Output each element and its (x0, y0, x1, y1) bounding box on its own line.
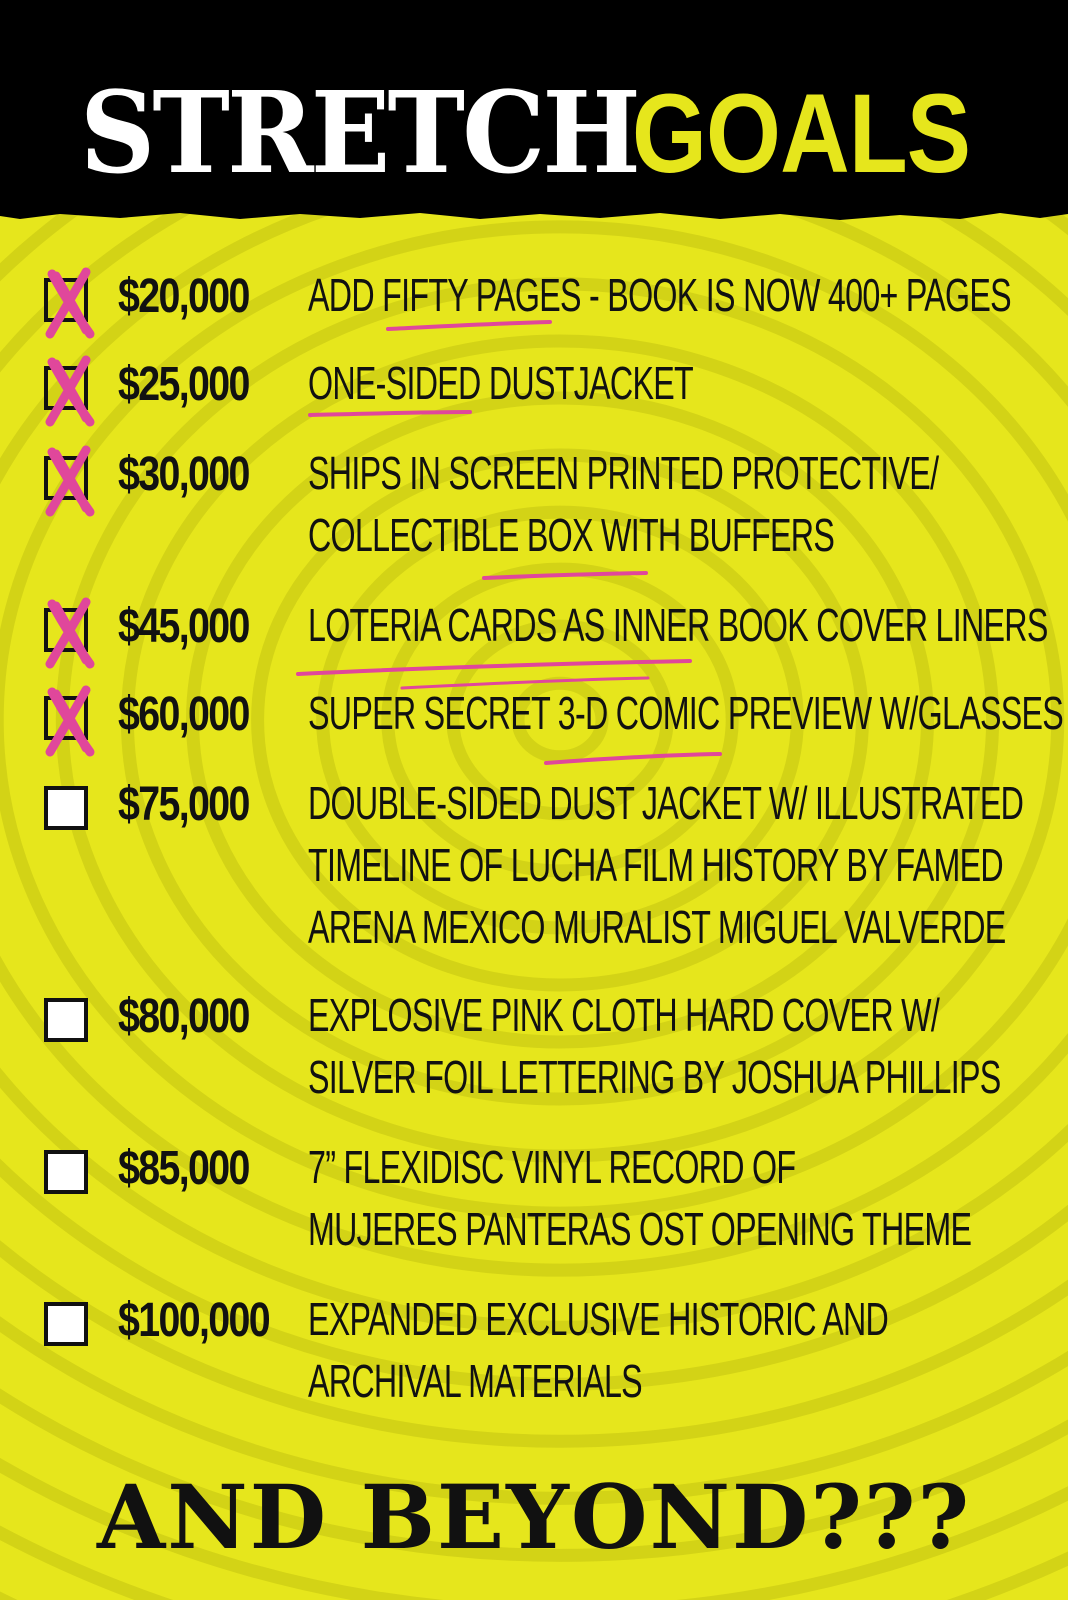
goal-checkbox (44, 998, 88, 1042)
goal-description (308, 264, 1011, 326)
goal-checkbox (44, 608, 88, 652)
goal-description-line: ADD FIFTY PAGES - BOOK IS NOW 400+ PAGES (308, 269, 1011, 321)
goal-description-line: DOUBLE-SIDED DUST JACKET W/ ILLUSTRATED (308, 777, 1024, 829)
pink-x-mark-icon (40, 356, 100, 426)
goal-checkbox (44, 366, 88, 410)
goal-amount: $100,000 (118, 1294, 270, 1347)
title-goals: GOALS (632, 71, 971, 196)
goal-description-line: TIMELINE OF LUCHA FILM HISTORY BY FAMED (308, 839, 1003, 891)
goal-description-line: SHIPS IN SCREEN PRINTED PROTECTIVE/ (308, 447, 939, 499)
footer (0, 1465, 1068, 1569)
goal-description (308, 594, 1048, 656)
goal-description (308, 772, 1023, 958)
pink-x-mark-icon (40, 446, 100, 516)
title-stretch: STRETCH (80, 68, 638, 199)
goal-checkbox (44, 786, 88, 830)
goal-amount: $80,000 (118, 990, 249, 1043)
goal-description-line: MUJERES PANTERAS OST OPENING THEME (308, 1203, 972, 1255)
goal-description (308, 682, 1063, 744)
goal-description (308, 442, 938, 566)
goal-description (308, 1288, 888, 1412)
footer-text: AND BEYOND??? (96, 1465, 972, 1569)
goal-description-line: 7” FLEXIDISC VINYL RECORD OF (308, 1141, 796, 1193)
goal-description (308, 984, 1001, 1108)
goal-description (308, 352, 693, 414)
pink-x-mark-icon (40, 686, 100, 756)
goal-description-line: EXPLOSIVE PINK CLOTH HARD COVER W/ (308, 989, 940, 1041)
goal-description-line: EXPANDED EXCLUSIVE HISTORIC AND (308, 1293, 889, 1345)
goal-checkbox (44, 278, 88, 322)
goal-amount: $45,000 (118, 600, 249, 653)
goal-checkbox (44, 1302, 88, 1346)
goal-checkbox (44, 1150, 88, 1194)
goal-amount: $60,000 (118, 688, 249, 741)
goal-checkbox (44, 696, 88, 740)
goal-description-line: SUPER SECRET 3-D COMIC PREVIEW W/GLASSES (308, 687, 1064, 739)
goal-amount: $85,000 (118, 1142, 249, 1195)
goal-description-line: SILVER FOIL LETTERING BY JOSHUA PHILLIPS (308, 1051, 1001, 1103)
goal-description (308, 1136, 971, 1260)
goal-description-line: ARCHIVAL MATERIALS (308, 1355, 642, 1407)
goal-checkbox (44, 456, 88, 500)
goal-description-line: ONE-SIDED DUSTJACKET (308, 357, 693, 409)
pink-x-mark-icon (40, 598, 100, 668)
goal-description-line: LOTERIA CARDS AS INNER BOOK COVER LINERS (308, 599, 1048, 651)
goal-amount: $25,000 (118, 358, 249, 411)
goal-amount: $75,000 (118, 778, 249, 831)
goal-description-line: ARENA MEXICO MURALIST MIGUEL VALVERDE (308, 901, 1006, 953)
goal-description-line: COLLECTIBLE BOX WITH BUFFERS (308, 509, 835, 561)
pink-x-mark-icon (40, 268, 100, 338)
goal-amount: $30,000 (118, 448, 249, 501)
goal-amount: $20,000 (118, 270, 249, 323)
